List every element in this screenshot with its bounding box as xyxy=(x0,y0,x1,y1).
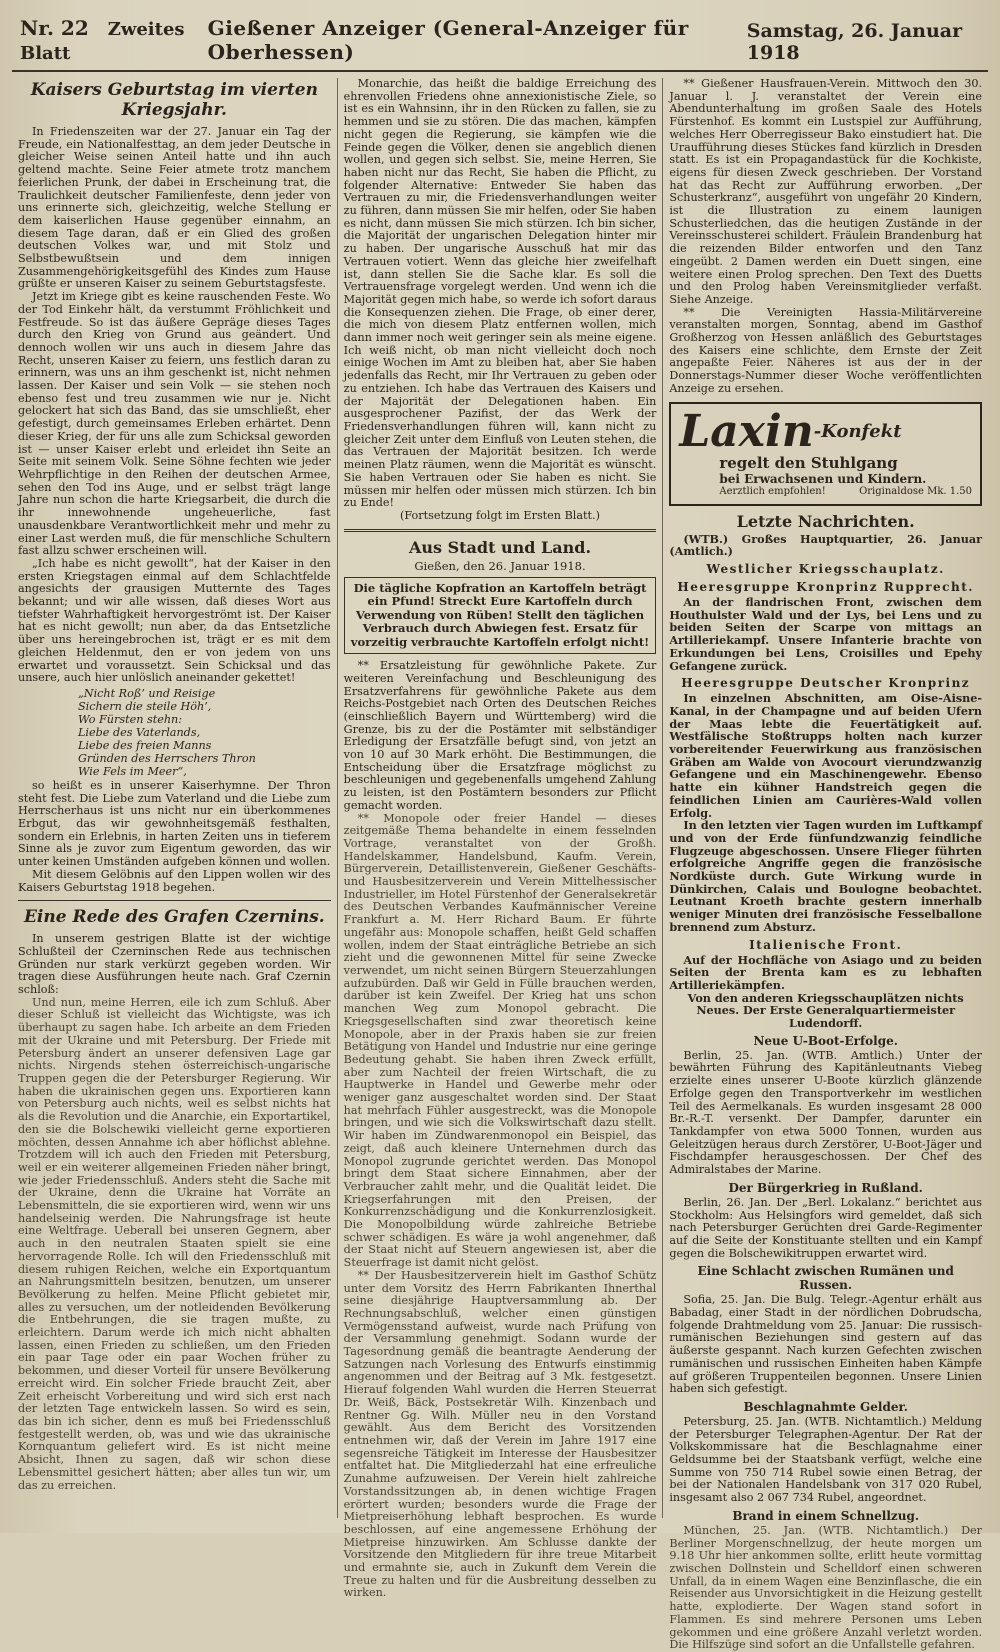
paragraph: In Friedenszeiten war der 27. Januar ein Tag der Freude, ein Nationalfesttag, an dem jeder Deutsche in gleicher Weise seinen Anteil hatte und ihn auch geltend machte. Seine Feier atmete trotz manchem feierlichen Prunk, der dabei in Erscheinung trat, die Traulichkeit deutscher Familienfeste, denn jeder von uns erinnerte sich, gleichzeitig, welche Stellung er dem kaiserlichen Hause gegenüber einnahm, an diesem Tage daran, daß er ein Glied des großen deutschen Volkes war, und mit Stolz und Selbstbewußtsein und dem innigen Zusammengehörigkeitsgefühl des Kindes zum Hause grüßte er unseren Kaiser zu seinem Geburtstagsfeste. xyxy=(18,125,331,291)
paragraph: so heißt es in unserer Kaiserhymne. Der Thron steht fest. Die Liebe zum Vaterland und die Liebe zum Herrscherhaus ist uns nicht nur ein überkommenes Erbgut, das wir gewohnheitsgemäß festhalten, sondern ein Erlebnis, in harten Zeiten uns in tieferem Sinne als je zuvor zum Eigentum geworden, das wir unter keinen Umständen aufgeben können und wollen. xyxy=(18,778,331,869)
poem-line: Gründen des Herrschers Thron xyxy=(78,751,256,765)
subhead: Westlicher Kriegsschauplatz. xyxy=(706,561,945,576)
paragraph: Sofia, 25. Jan. Die Bulg. Telegr.-Agentur erhält aus Babadag, einer Stadt in der nördlichen Dobrudscha, folgende Drahtmeldung vom 25. Januar: Die russisch-rumänischen Beziehungen sind gestern auf das äußerste gespannt. Nach kurzen Gefechten zwischen rumänischen und russischen Einheiten haben Kämpfe auf größeren Truppenteilen begonnen. Unsere Linien haben sich gefestigt. xyxy=(669,1293,983,1396)
paragraph: München, 25. Jan. (WTB. Nichtamtlich.) Der Berliner Morgenschnellzug, der heute morgen um 9.18 Uhr hier ankommen sollte, erlitt heute vormittag zwischen Dollnstein und Schelldorf einen schweren Unfall, da in einem Wagen eine Benzinflasche, die ein Reisender aus Unvorsichtigkeit in die Heizung gestellt hatte, explodierte. Der Wagen stand sofort in Flammen. Es sind mehrere Personen ums Leben gekommen und eine größere Anzahl verletzt worden. Die Hilfszüge sind sofort an die Unfallstelle gefahren. xyxy=(669,1523,983,1652)
subhead: Heeresgruppe Kronprinz Rupprecht. xyxy=(677,579,974,594)
columns xyxy=(12,77,988,1652)
newspaper-title: Gießener Anzeiger (General-Anzeiger für Oberhessen) xyxy=(207,16,689,64)
paragraph: ** Monopole oder freier Handel — dieses zeitgemäße Thema behandelte in einem fesselnden Vortrage, veranstaltet von der Großh. Handelskammer, Handelsbund, Kaufm. Verein, Bürgerverein, Detaillistenverein, Gießener Geschäfts- und Hausbesitzerverein und Verein Mittelhessischer Industrieller, im Hotel Fürstenhof der Generalsekretär des Deutschen Verbandes Kaufmännischer Vereine Frankfurt a. M. Herr Richard Baum. Er führte ungefähr aus: Monopole schaffen, heißt Geld schaffen wollen, indem der Staat einträgliche Betriebe an sich zieht und die gewonnenen Mittel für seine Zwecke verwendet, um nicht seinen Bürgern Steuerzahlungen aufzubürden. Daß wir Geld in Fülle brauchen werden, darüber ist kein Zweifel. Der Krieg hat uns schon manchen Weg zum Monopol gebracht. Die Kriegsgesellschaften sind zwar theoretisch keine Monopole, aber in der Praxis haben sie zur freien Betätigung von Handel und Industrie nur eine geringe Bedeutung gehabt. Sie haben ihren Zweck erfüllt, aber zum Nachteil der freien Wirtschaft, die zu Hauptwerke in Handel und Gewerbe mehr oder weniger ganz ausgeschaltet worden sind. Der Staat hat mehrfach Fühler ausgestreckt, was die Monopole bringen, und wie sich die Volkswirtschaft dazu stellt. Wir haben im Zündwarenmonopol ein Beispiel, das zeigt, daß auch kleinere Unternehmen durch das Monopol zugrunde gerichtet werden. Das Monopol bringt dem Staat sichere Einnahmen, aber der Verbraucher zahlt mehr, und die Qualität leidet. Die Kriegserfahrungen mit den Preisen, der Konkurrenzschädigung und die Konkurrenzlosigkeit. Die Monopolbildung würde zahlreiche Betriebe schwer schädigen. Es wäre ja wohl angenehmer, daß der Staat nicht auf Steuern angewiesen ist, aber die Steuerfrage ist damit nicht gelöst. xyxy=(343,811,657,1270)
poem-line: Liebe des freien Manns xyxy=(78,738,212,752)
paragraph: Petersburg, 25. Jan. (WTB. Nichtamtlich.) Meldung der Petersburger Telegraphen-Agentur. Der Rat der Volkskommissare hat die Beschlagnahme einer Geldsumme bei der Staatsbank verfügt, welche eine Summe von 750 714 Rubel sowie einen Betrag, der bei der Nationalen Handelsbank von 317 020 Rubel, insgesamt also 2 067 734 Rubel, angeordnet. xyxy=(669,1414,983,1505)
ad-brand-suffix: -Konfekt xyxy=(813,421,902,443)
poem-line: Wie Fels im Meer“, xyxy=(78,764,187,778)
paragraph: „Ich habe es nicht gewollt“, hat der Kaiser in den ersten Kriegstagen einmal auf dem Schlachtfelde angesichts der grausigen Mutternte des Tages bekannt; und wir alle wissen, daß dieses Wort aus tiefster Wahrhaftigkeit hervorgeströmt ist. Der Kaiser hat es nicht gewollt; nun aber, da das Entsetzliche über uns hereingebrochen ist, trägt er es mit dem gleichen Heldenmut, den er von jedem von uns erwartet und voraussetzt. Sein Schicksal und das unsere, auch hier unlöslich aneinander gekettet! xyxy=(18,556,331,685)
paragraph: ** Gießener Hausfrauen-Verein. Mittwoch den 30. Januar l. J. veranstaltet der Verein eine Abendunterhaltung im großen Saale des Hotels Fürstenhof. Es kommt ein Lustspiel zur Aufführung, welches Herr Oberregisseur Bako einstudiert hat. Die Uraufführung dieses Stückes fand kürzlich in Dresden statt. Es ist ein Propagandastück für die Kochkiste, eigens für diesen Zweck geschrieben. Der Vorstand hat das Recht zur Aufführung erworben. „Der Schusterkranz“, ausgeführt von ungefähr 20 Kindern, ist die Illustration zu einem launigen Schusterliedchen, das die heutigen Zustände in der Vereinsschusterei schildert. Fräulein Brandenburg hat die reizenden Bilder entworfen und den Tanz eingeübt. 2 Damen werden ein Duett singen, eine weitere einen Prolog sprechen. Den Text des Duetts und den Prolog haben Vereinsmitglieder verfaßt. Siehe Anzeige. xyxy=(669,77,983,306)
divider xyxy=(18,900,331,901)
paragraph: Auf der Hochfläche von Asiago und zu beiden Seiten der Brenta kam es zu lebhaften Artilleriekämpfen. xyxy=(669,952,983,992)
masthead xyxy=(12,16,988,72)
paragraph: ** Ersatzleistung für gewöhnliche Pakete. Zur weiteren Vereinfachung und Beschleunigung des Ersatzverfahrens für gewöhnliche Pakete aus dem Reichs-Postgebiet nach Orten des Deutschen Reiches (einschließlich Bayern und Württemberg) wird die Grenze, bis zu der die Postämter mit selbständiger Erledigung der Ersatzfälle befugt sind, von jetzt an von 10 auf 30 Mark erhöht. Die Bestimmungen, die Entscheidung über die Ersatzfrage möglichst zu beschleunigen und gegebenenfalls umgehend Zahlung zu leisten, ist den Postämtern besonders zur Pflicht gemacht worden. xyxy=(343,659,657,812)
dateline: Gießen, den 26. Januar 1918. xyxy=(414,558,586,573)
potato-ration-notice: Die tägliche Kopfration an Kartoffeln beträgt ein Pfund! Streckt Eure Kartoffeln durch Verwendung von Rüben! Stellt den täglichen Verbrauch durch Abwiegen fest. Ersatz für vorzeitig verbrauchte Kartoffeln erfolgt nicht! xyxy=(344,577,657,655)
subhead: Neue U-Boot-Erfolge. xyxy=(753,1033,898,1048)
headline-kaisers-birthday: Kaisers Geburtstag im vierten Kriegsjahr. xyxy=(30,80,318,120)
poem-line: Liebe des Vaterlands, xyxy=(78,725,201,739)
section-title-stadt-und-land: Aus Stadt und Land. xyxy=(408,537,592,557)
laxin-advertisement xyxy=(669,402,982,506)
sheet-label: Zweites Blatt xyxy=(20,19,185,64)
ad-footer xyxy=(719,486,972,497)
section-title-latest-news: Letzte Nachrichten. xyxy=(736,511,915,531)
poem-line: Wo Fürsten stehn: xyxy=(78,712,183,726)
column-1 xyxy=(12,78,337,1518)
paragraph: Von den anderen Kriegsschauplätzen nichts Neues. Der Erste Generalquartiermeister Ludendorff. xyxy=(687,990,964,1031)
paragraph: Und nun, meine Herren, eile ich zum Schluß. Aber dieser Schluß ist vielleicht das Wichtigste, was ich überhaupt zu sagen habe. Ich arbeite an dem Frieden mit der Ukraine und mit Petersburg. Der Friede mit Petersburg ändert an unserer defensiven Lage gar nichts. Nirgends stehen österreichisch-ungarische Truppen gegen die der Petersburger Regierung. Wir haben die ukrainischen gegen uns. Exportieren kann von Petersburg auch nichts, weil es selbst nichts hat als die Revolution und die Anarchie, ein Exportartikel, den sie die Bolschewiki vielleicht gerne exportieren möchten, dessen Annahme ich aber höflichst ablehne. Trotzdem will ich auch den Frieden mit Petersburg, weil er ein weiterer allgemeinen Frieden näher bringt, wie jeder Friedensschluß. Anders steht die Sache mit der Ukraine, denn die Ukraine hat Vorräte an Lebensmitteln, die sie exportieren wird, wenn wir uns handelseinig werden. Die Nahrungsfrage ist heute eine Weltfrage. Ueberall bei unseren Gegnern, aber auch in den neutralen Staaten spielt sie eine hervorragende Rolle. Ich will den Friedensschluß mit diesem ruhigen Reichen, welche ein Exportquantum an Nahrungsmitteln besitzen, benutzen, um unserer Bevölkerung zu helfen. Meine Pflicht gebietet mir, alles zu versuchen, um der notleidenden Bevölkerung die Entbehrungen, die sie tragen mußte, zu erleichtern. Darum werde ich mich nicht abhalten lassen, einen Frieden zu schließen, um den Frieden ein paar Tage oder ein paar Wochen früher zu bekommen, und dieser Vorteil für unsere Bevölkerung erreicht wird. Ein solcher Friede braucht Zeit, aber Zeit erheischt Vorbereitung und wird sich erst nach der letzten Tage entwickeln lassen. So wird es sein, das bin ich sicher, denn es muß bei Friedensschluß festgestellt werden, ob, was und wie das ukrainische Kornquantum geliefert wird. Es ist nicht meine Absicht, Ihnen zu sagen, daß wir schon diese Lebensmittel gesichert hätten; aber alles tun wir, um das zu erreichen. xyxy=(18,995,331,1492)
paragraph: Mit diesem Gelöbnis auf den Lippen wollen wir des Kaisers Geburtstag 1918 begehen. xyxy=(18,867,331,894)
ad-brand-name: Laxin xyxy=(679,406,814,458)
poem-line: „Nicht Roß’ und Reisige xyxy=(78,686,216,700)
subhead: Heeresgruppe Deutscher Kronprinz xyxy=(681,676,971,691)
paragraph: (WTB.) Großes Hauptquartier, 26. Januar (Amtlich.) xyxy=(669,531,983,559)
column-3 xyxy=(662,77,988,1652)
poem-line: Sichern die steile Höh’, xyxy=(78,699,212,713)
continuation-note: (Fortsetzung folgt im Ersten Blatt.) xyxy=(400,508,600,522)
subhead: Beschlagnahmte Gelder. xyxy=(743,1399,908,1414)
column-2 xyxy=(337,77,663,1600)
paragraph: In einzelnen Abschnitten, am Oise-Aisne-Kanal, in der Champagne und auf beiden Ufern der Maas lebte die Feuertätigkeit auf. Westfälische Stoßtrupps holten nach kurzer vorbereitender Feuerwirkung aus französischen Gräben am Walde von Avocourt vierundzwanzig Gefangene und ein Maschinengewehr. Ebenso hatte ein kühner Handstreich gegen die feindlichen Linien am Caurières-Wald vollen Erfolg. xyxy=(669,691,983,820)
divider xyxy=(344,529,657,532)
paragraph: ** Die Vereinigten Hassia-Militärvereine veranstalten morgen, Sonntag, abend im Gasthof Großherzog von Hessen anläßlich des Geburtstages des Kaisers eine schlichte, dem Ernste der Zeit angepaßte Feier. Näheres ist aus der in der Donnerstags-Nummer dieser Woche veröffentlichten Anzeige zu ersehen. xyxy=(669,305,983,395)
paragraph: ** Der Hausbesitzerverein hielt im Gasthof Schütz unter dem Vorsitz des Herrn Fabrikanten Ihnerthal seine diesjährige Hauptversammlung ab. Der Rechnungsabschluß, welcher einen günstigen Vermögensstand aufweist, wurde nach Prüfung von der Versammlung genehmigt. Sodann wurde der Tagesordnung gemäß die beantragte Aenderung der Satzungen nach Vorlesung des Entwurfs einstimmig angenommen und der Beitrag auf 3 Mk. festgesetzt. Hierauf folgenden Wahl wurden die Herren Steuerrat Dr. Weiß, Bäck, Postsekretär Wilh. Kinzenbach und Rentner Gg. Wilh. Müller neu in den Vorstand gewählt. Aus dem Bericht des Vorsitzenden entnehmen wir, daß der Verein im Jahre 1917 eine segensreiche Tätigkeit im Interesse der Hausbesitzer entfaltet hat. Die Mitgliederzahl hat eine erfreuliche Zunahme aufzuweisen. Der Verein hielt zahlreiche Vorstandssitzungen ab, in denen wichtige Fragen erörtert wurden; besonders wurde die Frage der Mietpreiserhöhung lebhaft besprochen. Es wurde beschlossen, auf eine angemessene Erhöhung der Mietpreise hinzuwirken. Am Schlusse dankte der Vorsitzende den Mitgliedern für ihre treue Mitarbeit und ermahnte sie, auch in Zukunft dem Verein die Treue zu halten und für die Ausbreitung desselben zu wirken. xyxy=(343,1268,657,1600)
ad-recommendation: Aerztlich empfohlen! xyxy=(719,486,826,498)
subhead: Italienische Front. xyxy=(749,937,903,952)
subhead: Der Bürgerkrieg in Rußland. xyxy=(728,1180,923,1195)
paragraph: Berlin, 25. Jan. (WTB. Amtlich.) Unter der bewährten Führung des Kapitänleutnants Viebeg erzielte eines unserer U-Boote kürzlich glänzende Erfolge gegen den Transportverkehr im westlichen Teil des Aermelkanals. Es wurden insgesamt 28 000 Br.-R.-T. versenkt. Der Dampfer, darunter ein Tankdampfer von etwa 5000 Tonnen, wurden aus Geleitzügen heraus durch Zerstörer, U-Boot-Jäger und Fischdampfer herausgeschossen. Der Chef des Admiralstabes der Marine. xyxy=(669,1048,983,1177)
paragraph: An der flandrischen Front, zwischen dem Houthulster Wald und der Lys, bei Lens und zu beiden Seiten der Scarpe von mittags an Artilleriekampf. Unsere Infanterie brachte von Erkundungen bei Lens, Croisilles und Epehy Gefangene zurück. xyxy=(669,594,983,673)
subhead: Eine Schlacht zwischen Rumänen und Russen. xyxy=(697,1264,954,1293)
issue-number: Nr. 22 xyxy=(20,16,89,40)
issue-date: Samstag, 26. Januar 1918 xyxy=(746,20,963,64)
paragraph: Berlin, 26. Jan. Der „Berl. Lokalanz.“ berichtet aus Stockholm: Aus Helsingfors wird gemeldet, daß sich nach Petersburger Gerüchten drei Garde-Regimenter auf die Seite der Konstituante stellten und ein Kampf gegen die Bolschewikitruppen erwartet wird. xyxy=(669,1195,983,1260)
subhead: Brand in einem Schnellzug. xyxy=(732,1508,920,1523)
paragraph: In unserem gestrigen Blatte ist der wichtige Schlußteil der Czerninschen Rede aus technischen Gründen nur stark verkürzt gegeben worden. Wir tragen diese Ausführungen heute nach. Graf Czernin schloß: xyxy=(18,932,331,997)
ad-tagline: regelt den Stuhlgang xyxy=(719,454,898,473)
issue-info xyxy=(20,16,208,64)
headline-czernin-speech: Eine Rede des Grafen Czernins. xyxy=(23,907,325,928)
ad-subline: bei Erwachsenen und Kindern. xyxy=(719,472,927,487)
ad-price: Originaldose Mk. 1.50 xyxy=(859,486,973,498)
paragraph: In den letzten vier Tagen wurden im Luftkampf und von der Erde fünfundzwanzig feindliche Flugzeuge abgeschossen. Unsere Flieger führten erfolgreiche Angriffe gegen die französische Nordküste durch. Gute Wirkung wurde in Dünkirchen, Calais und Boulogne beobachtet. Leutnant Kroeth brachte gestern innerhalb weniger Minuten drei französische Fesselballone brennend zum Absturz. xyxy=(669,818,983,934)
paragraph: Monarchie, das heißt die baldige Erreichung des ehrenvollen Friedens ohne annexionistische Ziele, so ist es ein Wahnsinn, ihr in den Rücken zu fallen, sie zu hemmen und sie zu stören. Die das machen, kämpfen nicht gegen die Regierung, sie kämpfen wie die Feinde gegen die Völker, denen sie angeblich dienen wollen, und gegen sich selbst. Sie, meine Herren, Sie haben nicht nur das Recht, Sie haben die Pflicht, zu folgender Alternative: Entweder Sie haben das Vertrauen zu mir, die Friedensverhandlungen weiter zu führen, dann müssen Sie mir helfen, oder Sie haben es nicht, dann müssen Sie mich stürzen. Ich bin sicher, die Majorität der ungarischen Delegation hinter mir zu haben. Der ungarische Ausschuß hat mir das Vertrauen votiert. Wenn das gleiche hier zweifelhaft ist, dann stellen Sie die Sache klar. Es soll die Vertrauensfrage vorgelegt werden. Und wenn ich die Majorität gegen mich habe, so werde ich sofort daraus die Konsequenzen ziehen. Die Frage, ob einer derer, die mich von diesem Platz entfernen wollen, mich dann immer noch weit geringer sein als meine eigene. Ich weiß nicht, ob man nicht vielleicht doch noch einige Wochen im Amt zu bleiben hat, aber Sie haben jedenfalls das Recht, mir Ihr Vertrauen zu geben oder zu entziehen. Ich habe das Vertrauen des Kaisers und der Majorität der Delegationen haben. Ein ausgesprochener Pazifist, der das Werk der Friedensverhandlungen führen will, kann nicht zu gleicher Zeit unter dem Einfluß von Leuten stehen, die das Vertrauen der Majorität besitzen. Ich werde meinen Platz räumen, wenn die Majorität es wünscht. Sie haben Vertrauen oder Sie haben es nicht. Sie müssen mir helfen oder müssen mich stürzen. Ich bin zu Ende! xyxy=(343,77,657,510)
poem-quote xyxy=(78,687,331,778)
paragraph: Jetzt im Kriege gibt es keine rauschenden Feste. Wo der Tod Einkehr hält, da verstummt Fröhlichkeit und Festfreude. So ist das äußere Gepräge dieses Tages durch den Krieg von Grund aus geändert. Und dennoch wollen wir uns auch in diesem Jahre das Recht, unseren Kaiser zu feiern, uns festlich daran zu erinnern, was uns an ihm geschenkt ist, nicht nehmen lassen. Der Kaiser und sein Volk — sie stehen noch ebenso fest und treu zusammen wie nur je. Nicht gelockert hat sich das Band, das sie umschließt, eher gefestigt, durch gemeinsames Erleben erhärtet. Denn dieser Krieg, der für uns alle zum Schicksal geworden ist — unser Kaiser erlebt und erleidet ihn Seite an Seite mit seinem Volk. Seine Söhne fechten wie jeder Wehrpflichtige in den Reihen der deutschen Armee, sehen den Tod ins Auge, und er selbst trägt lange Jahre nun schon die harte Kriegsarbeit, die durch die ihr innewohnende ungeheuerliche, fast unausdenkbare Verantwortlichkeit mehr und mehr zu einer Last werden muß, die für menschliche Schultern fast allzu schwer erscheinen will. xyxy=(18,290,331,558)
ad-brand xyxy=(679,406,972,458)
